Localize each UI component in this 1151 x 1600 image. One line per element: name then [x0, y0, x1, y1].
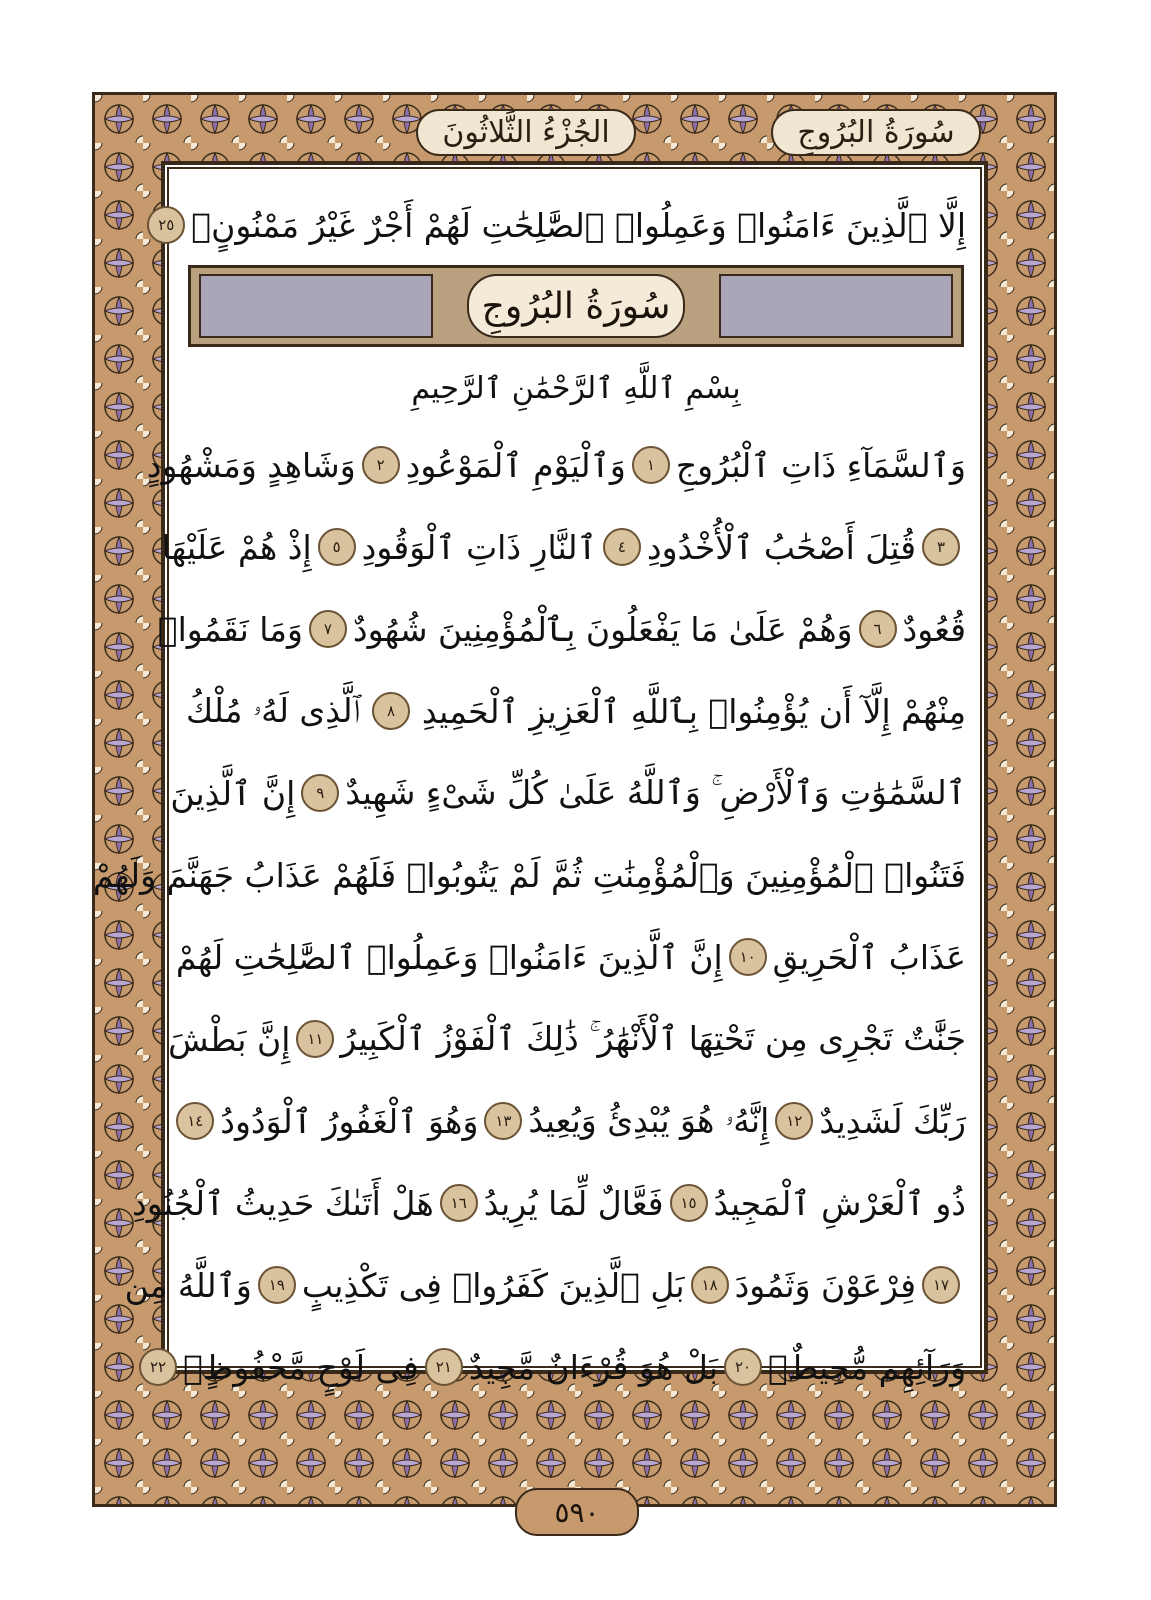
- verse-line-3: [157, 594, 966, 664]
- ayah-marker: ٣: [922, 528, 960, 566]
- surah-name-label: سُورَةُ البُرُوجِ: [771, 109, 980, 156]
- verse-text: بَلْ هُوَ قُرْءَانٌ مَّجِيدٌ: [468, 1347, 719, 1387]
- ayah-marker: ١٨: [691, 1266, 729, 1304]
- verse-text: مِنْهُمْ إِلَّآ أَن يُؤْمِنُوا۟ بِٱللَّهِ ٱلْعَزِيزِ ٱلْحَمِيدِ: [421, 691, 966, 731]
- page-number: ٥٩٠: [515, 1488, 639, 1536]
- verse-text: ٱلنَّارِ ذَاتِ ٱلْوَقُودِ: [361, 527, 597, 567]
- ayah-marker: ٢٢: [139, 1348, 177, 1386]
- ayah-marker: ٥: [318, 528, 356, 566]
- ayah-marker: ١٢: [775, 1102, 813, 1140]
- verse-text: ٱلسَّمَٰوَٰتِ وَٱلْأَرْضِ ۚ وَٱللَّهُ عَلَىٰ كُلِّ شَىْءٍ شَهِيدٌ: [345, 773, 966, 812]
- verse-text: إِنَّ ٱلَّذِينَ: [170, 773, 296, 813]
- verse-text: فَتَنُوا۟ ٱلْمُؤْمِنِينَ وَٱلْمُؤْمِنَٰتِ ثُمَّ لَمْ يَتُوبُوا۟ فَلَهُمْ عَذَابُ جَهَنَّمَ وَلَهُمْ: [92, 855, 966, 895]
- verse-text: بَلِ ٱلَّذِينَ كَفَرُوا۟ فِى تَكْذِيبٍ: [301, 1265, 685, 1305]
- ayah-marker: ١٦: [440, 1184, 478, 1222]
- ayah-marker: ٢٠: [724, 1348, 762, 1386]
- banner-ornament-right: [719, 274, 953, 338]
- verse-text: ٱلَّذِى لَهُۥ مُلْكُ: [186, 691, 361, 730]
- verse-text: إِنَّهُۥ هُوَ يُبْدِئُ وَيُعِيدُ: [528, 1101, 770, 1140]
- verse-text: فِرْعَوْنَ وَثَمُودَ: [734, 1265, 916, 1305]
- verse-line-5: [170, 758, 966, 828]
- verse-line-9: [186, 1086, 966, 1156]
- verse-text: قُعُودٌ: [902, 609, 966, 649]
- verse-text: وَهُوَ ٱلْغَفُورُ ٱلْوَدُودُ: [220, 1101, 479, 1141]
- ayah-marker: ٤: [603, 528, 641, 566]
- verse-text: وَٱلسَّمَآءِ ذَاتِ ٱلْبُرُوجِ: [675, 445, 966, 485]
- verse-text: إِنَّ ٱلَّذِينَ ءَامَنُوا۟ وَعَمِلُوا۟ ٱلصَّٰلِحَٰتِ لَهُمْ: [175, 937, 723, 977]
- verse-text: قُتِلَ أَصْحَٰبُ ٱلْأُخْدُودِ: [646, 527, 916, 567]
- ayah-marker: ١٠: [729, 938, 767, 976]
- verse-line-11: [124, 1250, 966, 1320]
- juz-header: [361, 100, 691, 164]
- verse-line-1: [146, 430, 966, 500]
- ayah-marker: ١١: [296, 1020, 334, 1058]
- verse-text: إِذْ هُمْ عَلَيْهَا: [161, 527, 312, 567]
- ayah-marker: ٢١: [425, 1348, 463, 1386]
- verse-text: ذُو ٱلْعَرْشِ ٱلْمَجِيدُ: [713, 1183, 966, 1223]
- verse-line-7: [175, 922, 966, 992]
- verse-text: وَرَآئِهِم مُّحِيطٌۢ: [768, 1347, 966, 1387]
- juz-name-label: الجُزْءُ الثَّلاثُونَ: [416, 109, 635, 156]
- verse-text: وَمَا نَقَمُوا۟: [157, 609, 303, 649]
- ayah-marker: ٩: [301, 774, 339, 812]
- ayah-marker: ٦: [859, 610, 897, 648]
- verse-text: هَلْ أَتَىٰكَ حَدِيثُ ٱلْجُنُودِ: [132, 1183, 434, 1223]
- verse-line-6: [92, 840, 966, 910]
- ayah-marker: ٢٥: [147, 206, 185, 244]
- surah-title: سُورَةُ البُرُوجِ: [467, 274, 685, 338]
- surah-header: [711, 100, 1041, 164]
- ayah-marker: ١: [632, 446, 670, 484]
- surah-title-banner: [188, 265, 964, 347]
- verse-text: فِى لَوْحٍ مَّحْفُوظٍۭ: [183, 1347, 419, 1387]
- ayah-marker: ١٩: [258, 1266, 296, 1304]
- verse-line-8: [168, 1004, 966, 1074]
- bismillah: بِسْمِ ٱللَّهِ ٱلرَّحْمَٰنِ ٱلرَّحِيمِ: [411, 370, 741, 406]
- verse-text: عَذَابُ ٱلْحَرِيقِ: [772, 937, 966, 977]
- verse-text: إِنَّ بَطْشَ: [168, 1019, 291, 1059]
- ayah-marker: ٧: [309, 610, 347, 648]
- verse-text: وَشَاهِدٍ وَمَشْهُودٍ: [146, 445, 356, 485]
- verse-line-10: [132, 1168, 966, 1238]
- verse-line-12: [150, 1332, 966, 1402]
- verse-text: إِلَّا ٱلَّذِينَ ءَامَنُوا۟ وَعَمِلُوا۟ ٱلصَّٰلِحَٰتِ لَهُمْ أَجْرٌ غَيْرُ مَمْنُونٍۭ: [191, 205, 966, 245]
- banner-ornament-left: [199, 274, 433, 338]
- verse-line-4: [186, 676, 966, 746]
- verse-line-0: [158, 190, 966, 260]
- verse-text: جَنَّٰتٌ تَجْرِى مِن تَحْتِهَا ٱلْأَنْهَٰرُ ۚ ذَٰلِكَ ٱلْفَوْزُ ٱلْكَبِيرُ: [340, 1019, 966, 1058]
- ayah-marker: ٢: [362, 446, 400, 484]
- ayah-marker: ٨: [372, 692, 410, 730]
- ayah-marker: ١٣: [484, 1102, 522, 1140]
- verse-text: رَبِّكَ لَشَدِيدٌ: [819, 1101, 966, 1141]
- ayah-marker: ١٥: [670, 1184, 708, 1222]
- verse-text: وَهُمْ عَلَىٰ مَا يَفْعَلُونَ بِٱلْمُؤْمِنِينَ شُهُودٌ: [352, 609, 853, 649]
- ayah-marker: ١٧: [922, 1266, 960, 1304]
- ayah-marker: ١٤: [176, 1102, 214, 1140]
- verse-text: وَٱللَّهُ مِن: [124, 1265, 252, 1305]
- verse-text: وَٱلْيَوْمِ ٱلْمَوْعُودِ: [405, 445, 626, 485]
- verse-text: فَعَّالٌ لِّمَا يُرِيدُ: [483, 1183, 664, 1223]
- verse-line-2: [161, 512, 966, 582]
